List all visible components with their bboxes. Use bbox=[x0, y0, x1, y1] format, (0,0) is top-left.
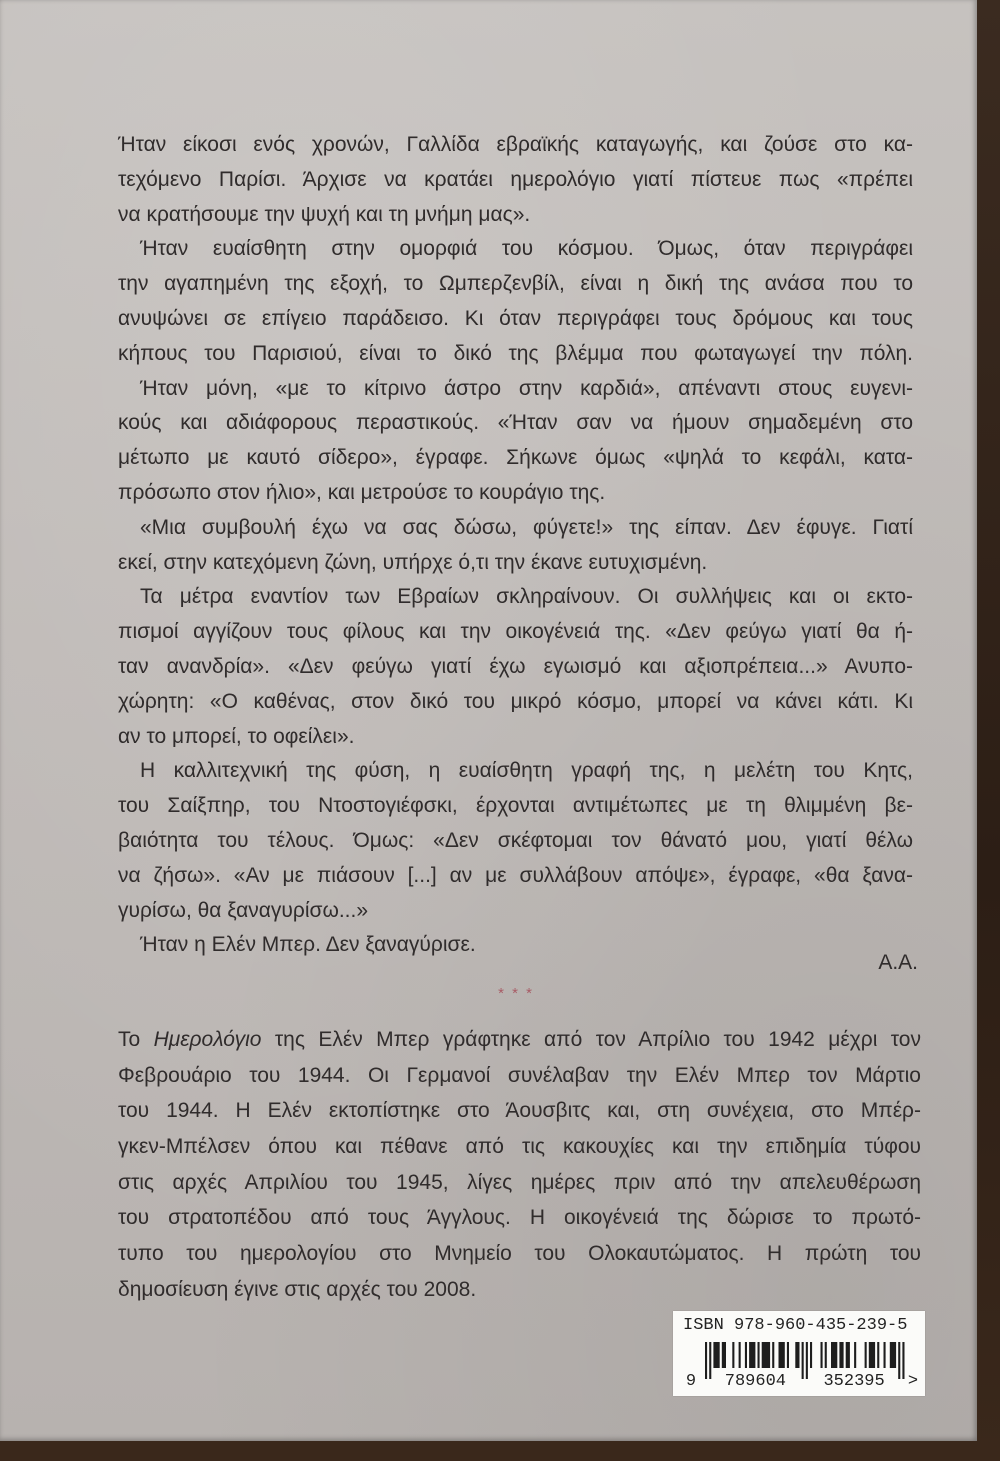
text-line bbox=[118, 1200, 921, 1236]
text-line-content: να κρατήσουμε την ψυχή και τη μνήμη μας». bbox=[118, 202, 531, 226]
section-separator: * * * bbox=[498, 985, 534, 1002]
text-line bbox=[118, 1129, 921, 1165]
barcode-bar bbox=[762, 1342, 770, 1368]
barcode-end-marker: > bbox=[907, 1372, 919, 1391]
barcode-bar bbox=[705, 1342, 707, 1379]
text-line-content: κήπους του Παρισιού, είναι το δικό της βλέμμα που φωταγωγεί την πόλη. bbox=[118, 341, 913, 365]
barcode-bar bbox=[749, 1342, 755, 1368]
isbn-barcode-label bbox=[673, 1311, 925, 1396]
text-line-content: Ήταν ευαίσθητη στην ομορφιά του κόσμου. Όμως, όταν περιγράφει bbox=[140, 237, 913, 261]
text-line-content: γυρίσω, θα ξαναγυρίσω...» bbox=[118, 898, 369, 922]
text-line-content: Ήταν η Ελέν Μπερ. Δεν ξαναγύρισε. bbox=[140, 933, 476, 957]
publication-note bbox=[118, 1022, 921, 1308]
barcode-left-digits: 789604 bbox=[724, 1372, 787, 1391]
text-line bbox=[118, 163, 913, 198]
barcode-bar bbox=[865, 1342, 867, 1368]
barcode-bar bbox=[806, 1342, 808, 1379]
text-line bbox=[118, 615, 913, 650]
text-line-content: στις αρχές Απριλίου του 1945, λίγες ημέρες πριν από την απελευθέρωση bbox=[118, 1170, 921, 1194]
blurb-paragraph bbox=[118, 511, 913, 581]
text-line-content: του στρατοπέδου από τους Άγγλους. Η οικογένειά της δώρισε το πρωτό- bbox=[118, 1206, 921, 1230]
barcode-bar bbox=[787, 1342, 789, 1368]
barcode-bar bbox=[839, 1342, 843, 1368]
text-line bbox=[118, 232, 913, 267]
text-line bbox=[118, 720, 913, 755]
text-line-content: ανυψώνει σε επίγειο παράδεισο. Κι όταν περιγράφει τους δρόμους και τους bbox=[118, 306, 913, 330]
book-title-italic: Ημερολόγιο bbox=[153, 1028, 262, 1051]
barcode-bar bbox=[709, 1342, 711, 1379]
barcode-bar bbox=[846, 1342, 850, 1368]
barcode-bar bbox=[869, 1342, 875, 1368]
text-line bbox=[118, 928, 913, 963]
text-line bbox=[118, 1022, 921, 1058]
barcode-prefix-digit: 9 bbox=[685, 1372, 697, 1391]
text-line bbox=[118, 685, 913, 720]
text-fragment: Το bbox=[118, 1028, 141, 1051]
blurb-paragraph bbox=[118, 580, 913, 754]
signature-initials: Α.Α. bbox=[878, 951, 918, 974]
text-line bbox=[118, 650, 913, 685]
text-line-content: εκεί, στην κατεχόμενη ζώνη, υπήρχε ό,τι την έκανε ευτυχισμένη. bbox=[118, 550, 708, 574]
text-line bbox=[118, 894, 913, 929]
blurb-paragraph bbox=[118, 754, 913, 928]
text-line bbox=[118, 511, 913, 546]
text-line-content: Τα μέτρα εναντίον των Εβραίων σκληραίνουν. Οι συλλήψεις και οι εκτο- bbox=[140, 585, 913, 609]
text-line-content: Η καλλιτεχνική της φύση, η ευαίσθητη γραφή της, η μελέτη του Κητς, bbox=[140, 759, 913, 783]
barcode-right-digits: 352395 bbox=[823, 1372, 885, 1391]
barcode-bar bbox=[722, 1342, 726, 1368]
text-line bbox=[118, 789, 913, 824]
text-line bbox=[118, 859, 913, 894]
text-line bbox=[118, 754, 913, 789]
barcode-bar bbox=[884, 1342, 886, 1368]
text-line bbox=[118, 546, 913, 581]
barcode-bar bbox=[802, 1342, 804, 1379]
text-line-content: την αγαπημένη της εξοχή, το Ωμπερζενβίλ, είναι η δική της ανάσα που το bbox=[118, 272, 913, 296]
text-line bbox=[118, 580, 913, 615]
barcode-bar bbox=[877, 1342, 879, 1368]
text-line bbox=[118, 1272, 921, 1308]
text-line bbox=[118, 302, 913, 337]
barcode-bar bbox=[739, 1342, 741, 1368]
blurb-paragraph bbox=[118, 372, 913, 511]
text-line bbox=[118, 372, 913, 407]
text-line-content: βαιότητα του τέλους. Όμως: «Δεν σκέφτομαι τον θάνατό μου, γιατί θέλω bbox=[118, 828, 913, 852]
text-line-content: αν το μπορεί, το οφείλει». bbox=[118, 724, 355, 748]
text-line-content: μέτωπο με καυτό σίδερο», έγραφε. Σήκωνε όμως «ψηλά το κεφάλι, κατα- bbox=[118, 446, 913, 470]
blurb-paragraph bbox=[118, 232, 913, 371]
barcode-bar bbox=[831, 1342, 837, 1368]
text-line-content: πισμοί αγγίζουν τους φίλους και την οικογένειά της. «Δεν φεύγω γιατί θα ή- bbox=[118, 620, 913, 644]
text-line bbox=[118, 1236, 921, 1272]
barcode-bar bbox=[854, 1342, 856, 1368]
text-line bbox=[118, 337, 913, 372]
text-line-content: κούς και αδιάφορους περαστικούς. «Ήταν σαν να ήμουν σημαδεμένη στο bbox=[118, 411, 913, 435]
text-line-content: ταν ανανδρία». «Δεν φεύγω γιατί έχω εγωισμό και αξιοπρέπεια...» Ανυπο- bbox=[118, 654, 913, 678]
isbn-number: ISBN 978-960-435-239-5 bbox=[683, 1316, 908, 1335]
text-line bbox=[118, 476, 913, 511]
barcode-bar bbox=[779, 1342, 785, 1368]
blurb-paragraph bbox=[118, 928, 913, 963]
text-fragment: της Ελέν Μπερ γράφτηκε από τον Απρίλιο του 1942 μέχρι τον bbox=[274, 1028, 921, 1051]
barcode-bar bbox=[825, 1342, 827, 1368]
text-line bbox=[118, 267, 913, 302]
text-line bbox=[118, 1058, 921, 1094]
barcode-bar bbox=[713, 1342, 719, 1368]
text-line-content: πρόσωπο στον ήλιο», και μετρούσε το κουράγιο της. bbox=[118, 480, 606, 504]
text-line-content: Φεβρουάριο του 1944. Οι Γερμανοί συνέλαβαν την Ελέν Μπερ τον Μάρτιο bbox=[118, 1063, 921, 1087]
text-line bbox=[118, 824, 913, 859]
text-line bbox=[118, 128, 913, 163]
barcode-bar bbox=[758, 1342, 760, 1368]
text-line-content: Ήταν μόνη, «με το κίτρινο άστρο στην καρδιά», απέναντι στους ευγενι- bbox=[140, 376, 913, 400]
barcode bbox=[673, 1311, 925, 1396]
text-line bbox=[118, 1093, 921, 1129]
text-line bbox=[118, 406, 913, 441]
text-line bbox=[118, 198, 913, 233]
text-line-content: τυπο του ημερολογίου στο Μνημείο του Ολοκαυτώματος. Η πρώτη του bbox=[118, 1242, 921, 1266]
barcode-bar bbox=[890, 1342, 896, 1368]
blurb bbox=[118, 128, 913, 963]
barcode-bar bbox=[772, 1342, 774, 1368]
barcode-bar bbox=[810, 1342, 812, 1368]
text-line bbox=[118, 441, 913, 476]
barcode-bar bbox=[732, 1342, 734, 1368]
text-line-content: του 1944. Η Ελέν εκτοπίστηκε στο Άουσβιτς και, στη συνέχεια, στο Μπέρ- bbox=[118, 1099, 921, 1123]
text-line-content: δημοσίευση έγινε στις αρχές του 2008. bbox=[118, 1277, 477, 1301]
text-line-content: γκεν-Μπέλσεν όπου και πέθανε από τις κακουχίες και την επιδημία τύφου bbox=[118, 1135, 921, 1159]
text-line-content: του Σαίξπηρ, του Ντοστογιέφσκι, έρχονται αντιμέτωπες με τη θλιμμένη βε- bbox=[118, 794, 913, 818]
barcode-bar bbox=[745, 1342, 747, 1368]
text-line-content: Ήταν είκοσι ενός χρονών, Γαλλίδα εβραϊκής καταγωγής, και ζούσε στο κα- bbox=[118, 133, 913, 156]
barcode-bar bbox=[821, 1342, 823, 1368]
text-line-content: χώρητη: «Ο καθένας, στον δικό του μικρό κόσμο, μπορεί να κάνει κάτι. Κι bbox=[118, 689, 913, 713]
barcode-bar bbox=[902, 1342, 904, 1379]
barcode-bar bbox=[795, 1342, 799, 1368]
text-line-content: να ζήσω». «Αν με πιάσουν [...] αν με συλλάβουν απόψε», έγραφε, «θα ξανα- bbox=[118, 863, 913, 887]
barcode-bar bbox=[898, 1342, 900, 1379]
blurb-paragraph bbox=[118, 128, 913, 232]
text-line bbox=[118, 1165, 921, 1201]
text-line-content: «Μια συμβουλή έχω να σας δώσω, φύγετε!» της είπαν. Δεν έφυγε. Γιατί bbox=[140, 515, 913, 539]
text-line-content bbox=[118, 1022, 921, 1058]
text-line-content: τεχόμενο Παρίσι. Άρχισε να κρατάει ημερολόγιο γιατί πίστευε πως «πρέπει bbox=[118, 167, 913, 191]
